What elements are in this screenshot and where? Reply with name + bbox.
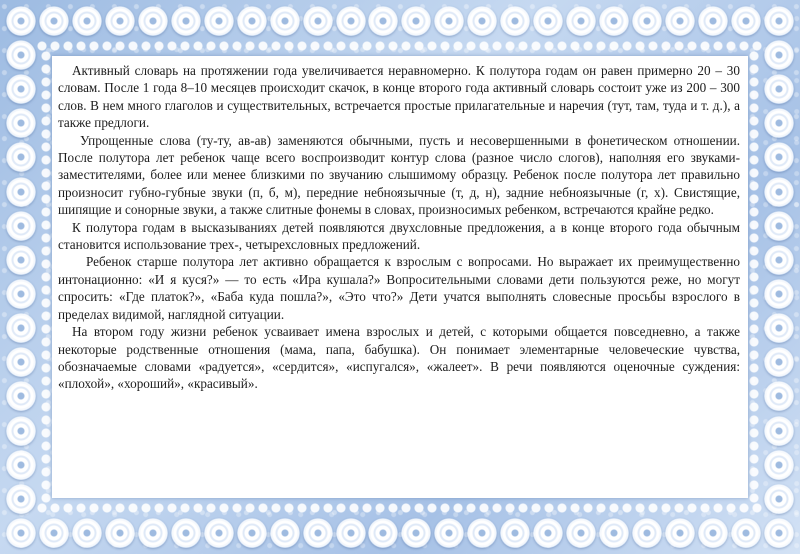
lace-border-bottom — [6, 518, 794, 548]
paragraph-active-vocabulary: Активный словарь на протяжении года увеличивается неравномерно. К полутора годам он равен примерно 20 – 30 словам. После 1 года 8–10 месяцев происходит скачок, в конце второго года активный словарь состоит уже из 200 – 300 слов. В нем много глаголов и существительных, встречается простые прилагательные и наречия (тут, там, туда и т. д.), а также предлоги. — [58, 63, 740, 131]
lace-doily-icon — [6, 313, 36, 343]
lace-doily-icon — [237, 518, 267, 548]
lace-doily-icon — [72, 6, 102, 36]
lace-doily-icon — [72, 518, 102, 548]
lace-doily-icon — [533, 518, 563, 548]
paragraph-simplified-words: Упрощенные слова (ту-ту, ав-ав) заменяются обычными, пусть и несовершенными в фонетическом отношении. После полутора лет ребенок чаще всего воспроизводит контур слова (разное число слогов), наполняя его звуками-заместителями, более или менее близкими по звучанию слышимому образцу. Ребенок после полутора лет правильно произносит губно-губные звуки (п, б, м), передние небноязычные (т, д, н), задние небноязычные (г, х). Свистящие, шипящие и сонорные звуки, а также слитные фонемы в словах, произносимых ребенком, встречаются крайне редко. — [58, 132, 740, 218]
lace-doily-icon — [270, 6, 300, 36]
lace-doily-icon — [336, 6, 366, 36]
lace-doily-icon — [434, 518, 464, 548]
paragraph-second-year: На втором году жизни ребенок усваивает имена взрослых и детей, с которыми общается повседневно, а также некоторые родственные отношения (мама, папа, бабушка). Он понимает элементарные человеческие чувства, обозначаемые словами «радуется», «сердится», «испугался», «жалеет». В речи появляются оценочные суждения: «плохой», «хороший», «красивый». — [58, 324, 740, 392]
lace-doily-icon — [698, 518, 728, 548]
lace-doily-icon — [566, 6, 596, 36]
lace-doily-icon — [764, 142, 794, 172]
lace-border-right — [764, 40, 794, 514]
lace-doily-icon — [698, 6, 728, 36]
lace-doily-icon — [303, 6, 333, 36]
lace-doily-icon — [434, 6, 464, 36]
lace-doily-icon — [204, 6, 234, 36]
lace-doily-icon — [764, 381, 794, 411]
lace-doily-icon — [764, 347, 794, 377]
lace-doily-icon — [270, 518, 300, 548]
lace-doily-icon — [368, 518, 398, 548]
lace-doily-icon — [764, 74, 794, 104]
lace-doily-icon — [368, 6, 398, 36]
lace-doily-icon — [138, 518, 168, 548]
lace-doily-icon — [731, 518, 761, 548]
lace-doily-icon — [500, 6, 530, 36]
lace-doily-icon — [764, 416, 794, 446]
lace-doily-icon — [599, 518, 629, 548]
lace-doily-icon — [6, 416, 36, 446]
lace-doily-icon — [105, 6, 135, 36]
lace-doily-icon — [632, 518, 662, 548]
lace-doily-icon — [467, 518, 497, 548]
lace-doily-icon — [764, 450, 794, 480]
lace-doily-icon — [6, 142, 36, 172]
lace-doily-icon — [566, 518, 596, 548]
lace-doily-icon — [764, 211, 794, 241]
lace-doily-icon — [6, 245, 36, 275]
lace-doily-icon — [764, 279, 794, 309]
lace-border-left — [6, 40, 36, 514]
lace-doily-icon — [237, 6, 267, 36]
lace-doily-icon — [6, 279, 36, 309]
lace-doily-icon — [6, 450, 36, 480]
lace-doily-icon — [105, 518, 135, 548]
lace-doily-icon — [6, 6, 36, 36]
lace-doily-icon — [665, 6, 695, 36]
lace-doily-icon — [6, 381, 36, 411]
lace-doily-icon — [632, 6, 662, 36]
lace-doily-icon — [467, 6, 497, 36]
lace-doily-icon — [39, 518, 69, 548]
lace-doily-icon — [171, 518, 201, 548]
lace-doily-icon — [6, 518, 36, 548]
lace-doily-icon — [401, 518, 431, 548]
lace-doily-icon — [6, 74, 36, 104]
lace-trim-top — [36, 40, 764, 52]
lace-doily-icon — [764, 6, 794, 36]
lace-doily-icon — [6, 484, 36, 514]
lace-doily-icon — [401, 6, 431, 36]
lace-doily-icon — [764, 518, 794, 548]
lace-doily-icon — [39, 6, 69, 36]
lace-doily-icon — [336, 518, 366, 548]
lace-doily-icon — [764, 245, 794, 275]
document-body — [58, 62, 740, 393]
lace-doily-icon — [138, 6, 168, 36]
lace-trim-right — [748, 50, 760, 504]
lace-doily-icon — [764, 40, 794, 70]
lace-doily-icon — [599, 6, 629, 36]
lace-trim-left — [40, 50, 52, 504]
lace-doily-icon — [764, 177, 794, 207]
lace-doily-icon — [764, 108, 794, 138]
lace-doily-icon — [764, 313, 794, 343]
lace-doily-icon — [204, 518, 234, 548]
lace-doily-icon — [665, 518, 695, 548]
lace-doily-icon — [6, 40, 36, 70]
paragraph-two-word-sentences: К полутора годам в высказываниях детей появляются двухсловные предложения, а в конце второго года обычным становится использование трех-, четырехсловных предложений. — [58, 219, 740, 253]
lace-doily-icon — [500, 518, 530, 548]
lace-doily-icon — [764, 484, 794, 514]
lace-doily-icon — [303, 518, 333, 548]
paragraph-questions: Ребенок старше полутора лет активно обращается к взрослым с вопросами. Но выражает их преимущественно интонационно: «И я куся?» — то есть «Ира кушала?» Вопросительными словами дети пользуются реже, но могут спросить: «Где платок?», «Баба куда пошла?», «Это что?» Дети учатся выполнять словесные просьбы взрослого в пределах видимой, наглядной ситуации. — [58, 254, 740, 322]
lace-doily-icon — [6, 108, 36, 138]
lace-doily-icon — [6, 177, 36, 207]
lace-trim-bottom — [36, 502, 764, 514]
lace-doily-icon — [6, 347, 36, 377]
lace-doily-icon — [171, 6, 201, 36]
lace-border-top — [6, 6, 794, 36]
lace-doily-icon — [533, 6, 563, 36]
lace-doily-icon — [731, 6, 761, 36]
lace-doily-icon — [6, 211, 36, 241]
